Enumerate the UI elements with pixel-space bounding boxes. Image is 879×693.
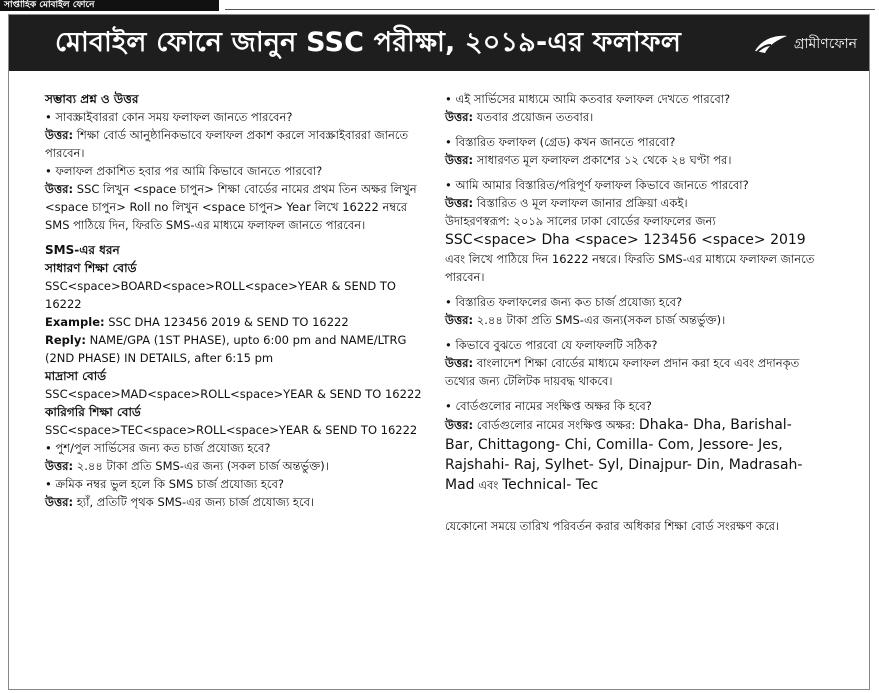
- answer-6: উত্তর: সাধারণত মূল ফলাফল প্রকাশের ১২ থেকে ২৪ ঘণ্টা পর।: [445, 153, 732, 167]
- answer-10: উত্তর: বোর্ডগুলোর নামের সংক্ষিপ্ত অক্ষর: Dhaka- Dha, Barishal- Bar, Chittagong- Chi, Comilla- Com, Jessore- Jes, Rajshahi- Raj, Sylhet- Syl, Dinajpur- Din, Madrasah- Mad এবং Technical- Tec: [445, 417, 803, 493]
- answer-7: উত্তর: বিস্তারিত ও মূল ফলাফল জানার প্রক্রিয়া একই।: [445, 196, 688, 210]
- right-column: [445, 90, 820, 535]
- answer-4: উত্তর: হ্যাঁ, প্রতিটি পৃথক SMS-এর জন্য চার্জ প্রযোজ্য হবে।: [45, 495, 315, 509]
- answer-9: উত্তর: বাংলাদেশ শিক্ষা বোর্ডের মাধ্যমে ফলাফল প্রদান করা হবে এবং প্রদানকৃত তথ্যের জন্য টেলিটক দায়বদ্ধ থাকবে।: [445, 356, 800, 388]
- question-4: • ক্রমিক নম্বর ভুল হলে কি SMS চার্জ প্রযোজ্য হবে?: [45, 475, 425, 493]
- question-7: • আমি আমার বিস্তারিত/পরিপূর্ণ ফলাফল কিভাবে জানতে পারবো?: [445, 176, 820, 194]
- technical-board-heading: কারিগরি শিক্ষা বোর্ড: [45, 405, 141, 419]
- general-board-format: SSC<space>BOARD<space>ROLL<space>YEAR & SEND TO 16222: [45, 279, 396, 311]
- footer-note: যেকোনো সময়ে তারিখ পরিবর্তন করার অধিকার শিক্ষা বোর্ড সংরক্ষণ করে।: [445, 519, 780, 533]
- question-1: • সাবস্ক্রাইবাররা কোন সময় ফলাফল জানতে পারবেন?: [45, 108, 425, 126]
- top-strip: [0, 0, 879, 12]
- question-3: • পুশ/পুল সার্ভিসের জন্য কত চার্জ প্রযোজ্য হবে?: [45, 439, 425, 457]
- example-intro: উদাহরণস্বরূপ: ২০১৯ সালের ঢাকা বোর্ডের ফলাফলের জন্য: [445, 214, 716, 228]
- page-title: মোবাইল ফোনে জানুন SSC পরীক্ষা, ২০১৯-এর ফলাফল: [55, 27, 682, 58]
- general-board-heading: সাধারণ শিক্ষা বোর্ড: [45, 261, 137, 275]
- madrasa-board-heading: মাদ্রাসা বোর্ড: [45, 369, 107, 383]
- sms-type-heading: SMS-এর ধরন: [45, 243, 120, 257]
- question-6: • বিস্তারিত ফলাফল (গ্রেড) কখন জানতে পারবো?: [445, 133, 820, 151]
- question-5: • এই সার্ভিসের মাধ্যমে আমি কতবার ফলাফল দেখতে পারবো?: [445, 90, 820, 108]
- title-banner: [9, 15, 869, 71]
- answer-1: উত্তর: শিক্ষা বোর্ড আনুষ্ঠানিকভাবে ফলাফল প্রকাশ করলে সাবস্ক্রাইবাররা জানতে পারবেন।: [45, 128, 409, 160]
- question-8: • বিস্তারিত ফলাফলের জন্য কত চার্জ প্রযোজ্য হবে?: [445, 293, 820, 311]
- madrasa-board-format: SSC<space>MAD<space>ROLL<space>YEAR & SEND TO 16222: [45, 387, 422, 401]
- answer-label: উত্তর:: [45, 128, 74, 142]
- top-rule: [225, 9, 875, 10]
- answer-3: উত্তর: ২.৪৪ টাকা প্রতি SMS-এর জন্য (সকল চার্জ অন্তর্ভুক্ত)।: [45, 459, 329, 473]
- example-line: Example: SSC DHA 123456 2019 & SEND TO 16222: [45, 315, 349, 329]
- answer-label: উত্তর:: [45, 182, 74, 196]
- top-section-tag: সাপ্তাহিক মোবাইল ফোনে: [0, 0, 219, 11]
- answer-2: উত্তর: SSC লিখুন <space চাপুন> শিক্ষা বোর্ডের নামের প্রথম তিন অক্ষর লিখুন <space চাপুন> Roll no লিখুন <space চাপুন> Year লিখে 16222 নম্বরে SMS পাঠিয়ে দিন, ফিরতি SMS-এর মাধ্যমে ফলাফল জানতে পারবেন।: [45, 182, 417, 232]
- faq-heading: সম্ভাব্য প্রশ্ন ও উত্তর: [45, 92, 139, 106]
- technical-board-format: SSC<space>TEC<space>ROLL<space>YEAR & SEND TO 16222: [45, 423, 418, 437]
- grameenphone-logo-icon: [753, 33, 789, 55]
- answer-5: উত্তর: যতবার প্রয়োজন ততবার।: [445, 110, 594, 124]
- question-9: • কিভাবে বুঝতে পারবো যে ফলাফলটি সঠিক?: [445, 336, 820, 354]
- brand-logo: [753, 32, 857, 56]
- reply-line: Reply: NAME/GPA (1ST PHASE), upto 6:00 pm and NAME/LTRG (2ND PHASE) IN DETAILS, after 6:15 pm: [45, 333, 407, 365]
- answer-8: উত্তর: ২.৪৪ টাকা প্রতি SMS-এর জন্য(সকল চার্জ অন্তর্ভুক্ত)।: [445, 313, 726, 327]
- question-2: • ফলাফল প্রকাশিত হবার পর আমি কিভাবে জানতে পারবো?: [45, 162, 425, 180]
- example-sms: SSC<space> Dha <space> 123456 <space> 2019 এবং লিখে পাঠিয়ে দিন 16222 নম্বরে। ফিরতি SMS-এর মাধ্যমে ফলাফল জানতে পারবেন।: [445, 232, 815, 284]
- logo-text: গ্রামীণফোন: [793, 36, 857, 52]
- question-10: • বোর্ডগুলোর নামের সংক্ষিপ্ত অক্ষর কি হবে?: [445, 397, 820, 415]
- left-column: [45, 90, 425, 511]
